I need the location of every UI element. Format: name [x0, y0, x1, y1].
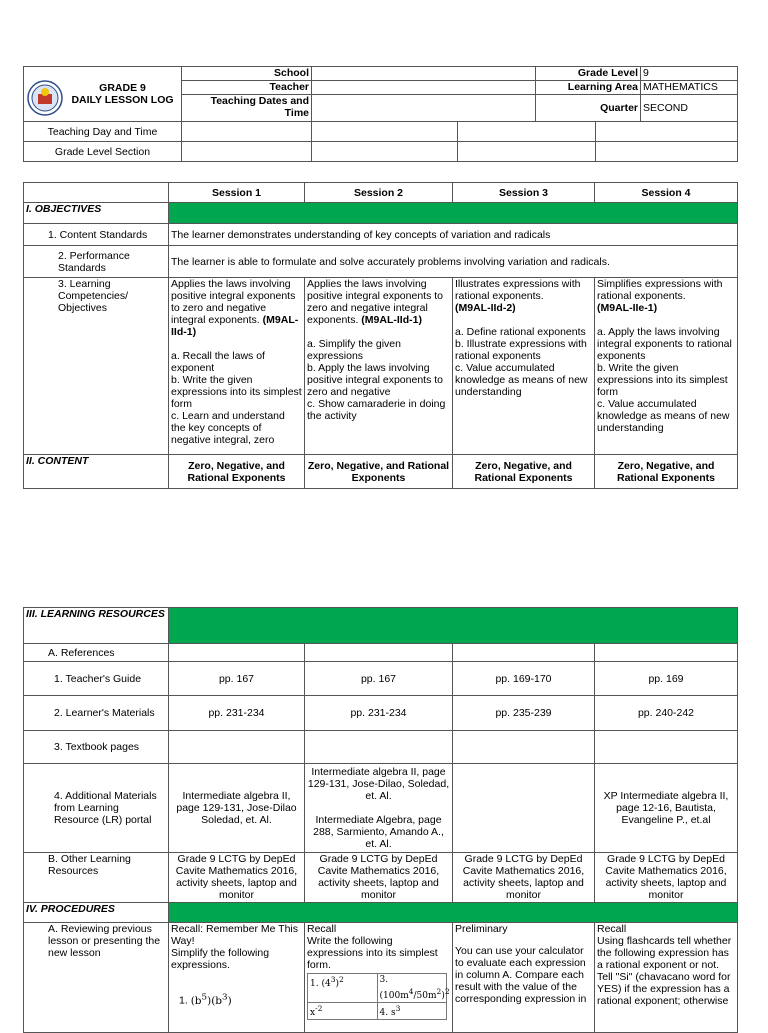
- lm-session-4: pp. 240-242: [595, 696, 738, 731]
- teachers-guide-label: 1. Teacher's Guide: [24, 662, 169, 696]
- tg-session-1: pp. 167: [169, 662, 305, 696]
- session-2-header: Session 2: [305, 183, 453, 203]
- grade-level-value: 9: [641, 67, 738, 81]
- tg-session-4: pp. 169: [595, 662, 738, 696]
- lm-session-3: pp. 235-239: [453, 696, 595, 731]
- header-table: [23, 66, 738, 122]
- competency-session-3: Illustrates expressions with rational exponents. (M9AL-IId-2) a. Define rational exponents b. Illustrate expressions with rational exponents c. Value accumulated knowledge as means of new understanding: [453, 278, 595, 455]
- other-session-4: Grade 9 LCTG by DepEd Cavite Mathematics 2016, activity sheets, laptop and monitor: [595, 853, 738, 903]
- learning-area-value: MATHEMATICS: [641, 81, 738, 95]
- s1-expression: $(b^5)(b^3)$: [190, 992, 232, 1007]
- procedures-green-bar: [169, 903, 738, 923]
- learners-materials-label: 2. Learner's Materials: [24, 696, 169, 731]
- am-session-2: Intermediate algebra II, page 129-131, Jose-Dilao, Soledad, et. Al. Intermediate Algebra, page 288, Sarmiento, Amando A., et. Al.: [305, 764, 453, 853]
- day-time-label: Teaching Day and Time: [24, 122, 182, 142]
- lm-session-1: pp. 231-234: [169, 696, 305, 731]
- content-session-3: Zero, Negative, and Rational Exponents: [453, 455, 595, 489]
- session-4-header: Session 4: [595, 183, 738, 203]
- content-session-4: Zero, Negative, and Rational Exponents: [595, 455, 738, 489]
- teacher-label: Teacher: [182, 81, 312, 95]
- lm-session-2: pp. 231-234: [305, 696, 453, 731]
- school-value: [312, 67, 536, 81]
- objectives-table: [23, 182, 738, 489]
- resources-table: [23, 607, 738, 1033]
- resources-green-bar: [169, 608, 738, 644]
- content-standards-value: The learner demonstrates understanding of key concepts of variation and radicals: [169, 224, 738, 246]
- performance-standards-label: 2. Performance Standards: [24, 246, 169, 278]
- other-session-3: Grade 9 LCTG by DepEd Cavite Mathematics 2016, activity sheets, laptop and monitor: [453, 853, 595, 903]
- objectives-heading: I. OBJECTIVES: [24, 203, 169, 224]
- day-time-table: [23, 121, 738, 162]
- am-session-4: XP Intermediate algebra II, page 12-16, Bautista, Evangeline P., et.al: [595, 764, 738, 853]
- quarter-label: Quarter: [536, 95, 641, 122]
- dates-value: [312, 95, 536, 122]
- additional-materials-label: 4. Additional Materials from Learning Resource (LR) portal: [24, 764, 169, 853]
- review-label: A. Reviewing previous lesson or presenting the new lesson: [24, 923, 169, 1033]
- content-heading: II. CONTENT: [24, 455, 169, 489]
- competencies-label: 3. Learning Competencies/ Objectives: [24, 278, 169, 455]
- procedures-heading: IV. PROCEDURES: [24, 903, 169, 923]
- competency-session-1: Applies the laws involving positive integral exponents to zero and negative integral exponents. (M9AL-IId-1) a. Recall the laws of exponent b. Write the given expressions into its simplest form c. Learn and understand the key concepts of negative integral, zero: [169, 278, 305, 455]
- tg-session-2: pp. 167: [305, 662, 453, 696]
- learning-area-label: Learning Area: [536, 81, 641, 95]
- references-label: A. References: [24, 644, 169, 662]
- content-standards-label: 1. Content Standards: [24, 224, 169, 246]
- competency-session-4: Simplifies expressions with rational exponents. (M9AL-IIe-1) a. Apply the laws involving integral exponents to rational exponents b. Write the given expressions into its simplest form c. Value accumulated knowledge as means of new understanding: [595, 278, 738, 455]
- grade-title: GRADE 9: [99, 82, 146, 94]
- performance-standards-value: The learner is able to formulate and solve accurately problems involving variation and radicals.: [169, 246, 738, 278]
- content-session-2: Zero, Negative, and Rational Exponents: [305, 455, 453, 489]
- teacher-value: [312, 81, 536, 95]
- other-resources-label: B. Other Learning Resources: [24, 853, 169, 903]
- review-session-4: Recall Using flashcards tell whether the following expression has a rational exponent or not. Tell "Si" (chavacano word for YES) if the expression has a rational exponent; otherwise: [595, 923, 738, 1033]
- tg-session-3: pp. 169-170: [453, 662, 595, 696]
- session-1-header: Session 1: [169, 183, 305, 203]
- session-3-header: Session 3: [453, 183, 595, 203]
- am-session-3: [453, 764, 595, 853]
- resources-heading: III. LEARNING RESOURCES: [24, 608, 169, 644]
- other-session-1: Grade 9 LCTG by DepEd Cavite Mathematics 2016, activity sheets, laptop and monitor: [169, 853, 305, 903]
- section-label: Grade Level Section: [24, 142, 182, 162]
- review-session-1: Recall: Remember Me This Way! Simplify the following expressions. 1. $(b^5)(b^3)$: [169, 923, 305, 1033]
- am-session-1: Intermediate algebra II, page 129-131, Jose-Dilao Soledad, et. Al.: [169, 764, 305, 853]
- dll-title: DAILY LESSON LOG: [71, 94, 174, 106]
- dates-label: Teaching Dates and Time: [182, 95, 312, 122]
- content-session-1: Zero, Negative, and Rational Exponents: [169, 455, 305, 489]
- s2-expression-grid: 1. $(4^3)^2$ 3. $(100m^4/50m^2)^2$ $x^{-2}$ 4. $s^3$: [307, 973, 447, 1020]
- school-label: School: [182, 67, 312, 81]
- textbook-pages-label: 3. Textbook pages: [24, 731, 169, 764]
- grade-level-label: Grade Level: [536, 67, 641, 81]
- objectives-green-bar: [169, 203, 738, 224]
- quarter-value: SECOND: [641, 95, 738, 122]
- competency-session-2: Applies the laws involving positive integral exponents to zero and negative integral exponents. (M9AL-IId-1) a. Simplify the given expressions b. Apply the laws involving positive integral exponents to zero and negative c. Show camaraderie in doing the activity: [305, 278, 453, 455]
- other-session-2: Grade 9 LCTG by DepEd Cavite Mathematics 2016, activity sheets, laptop and monitor: [305, 853, 453, 903]
- review-session-2: Recall Write the following expressions into its simplest form. 1. $(4^3)^2$ 3. $(100m^4/50m^2)^2$ $x^{-2}$ 4. $s^3$: [305, 923, 453, 1033]
- review-session-3: Preliminary You can use your calculator to evaluate each expression in column A. Compare each result with the value of the corresponding expression in: [453, 923, 595, 1033]
